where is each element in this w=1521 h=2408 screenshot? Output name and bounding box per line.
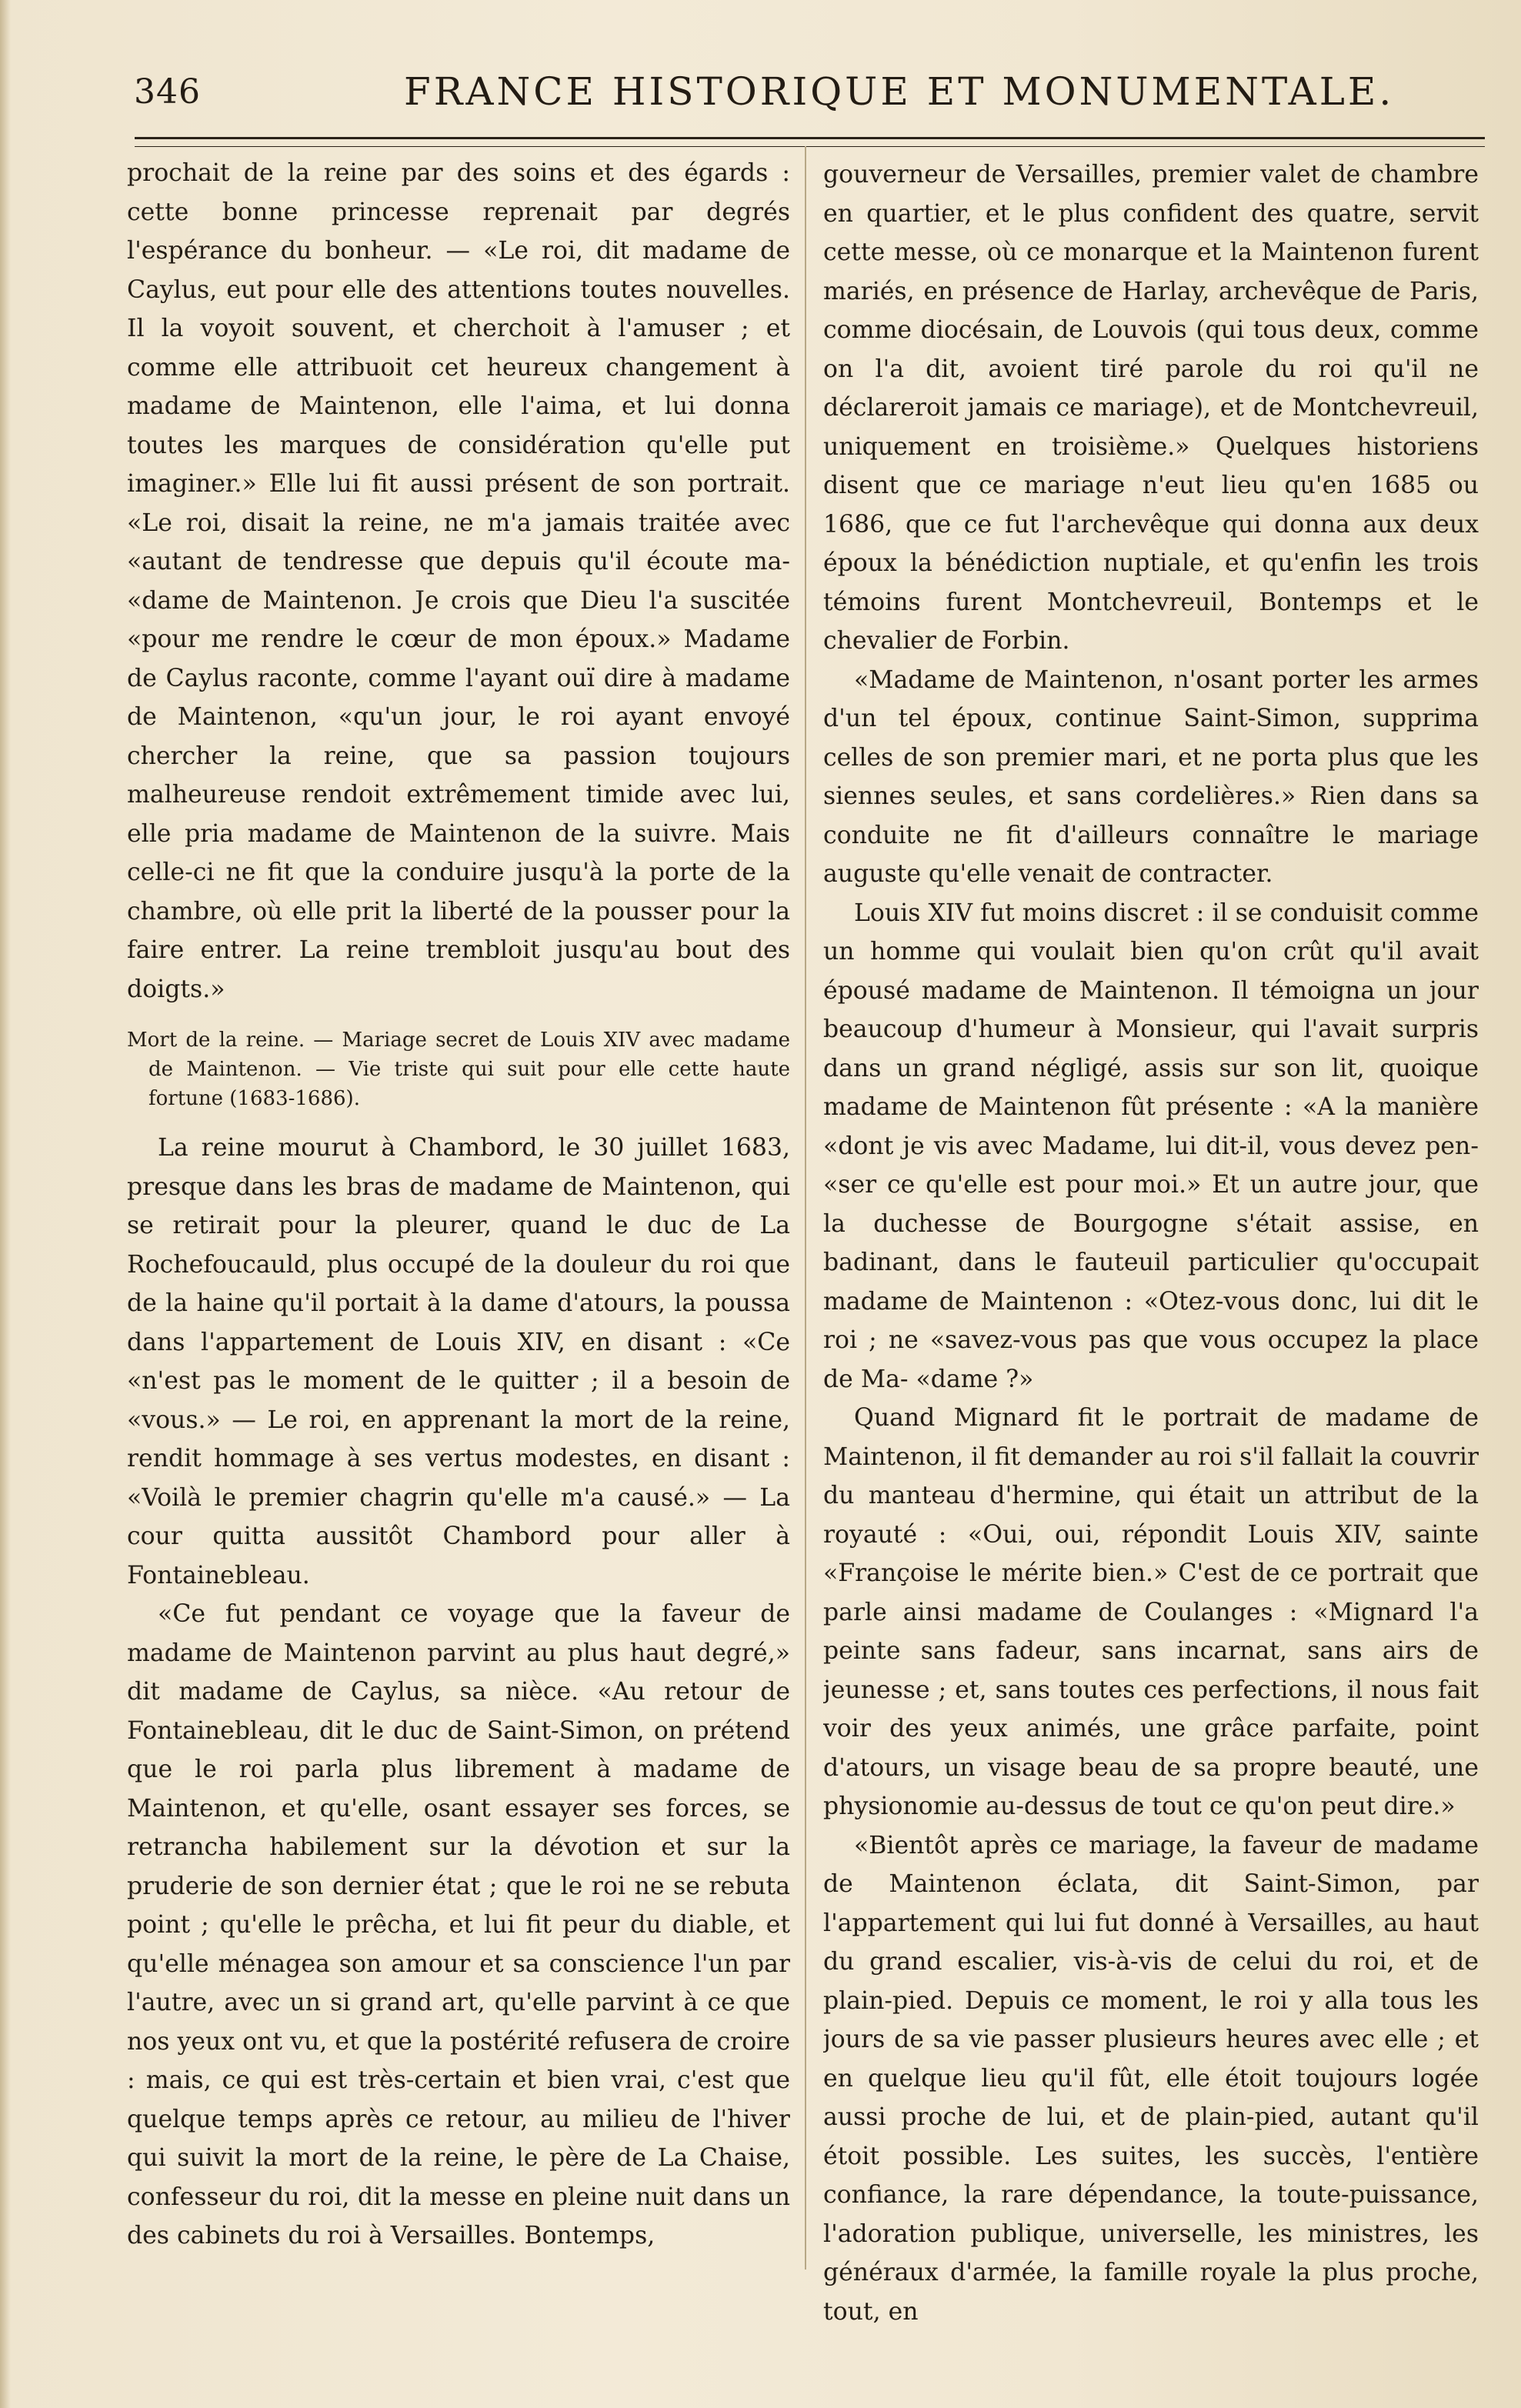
page-header — [123, 68, 1485, 122]
column-divider — [805, 146, 806, 2270]
paragraph: La reine mourut à Chambord, le 30 juillet 1683, presque dans les bras de madame de Maintenon, qui se retirait pour la pleurer, quand le duc de La Rochefoucauld, plus occupé de la douleur du roi que de la haine qu'il portait à la dame d'atours, la poussa dans l'appartement de Louis XIV, en disant : «Ce «n'est pas le moment de le quitter ; il a besoin de «vous.» — Le roi, en apprenant la mort de la reine, rendit hommage à ses vertus modestes, en disant : «Voilà le premier chagrin qu'elle m'a causé.» — La cour quitta aussitôt Chambord pour aller à Fontainebleau. — [127, 1134, 790, 1589]
paragraph: prochait de la reine par des soins et des égards : cette bonne princesse reprenait par degrés l'espérance du bonheur. — «Le roi, dit madame de Caylus, eut pour elle des attentions toutes nouvelles. Il la voyoit souvent, et cherchoit à l'amuser ; et comme elle attribuoit cet heureux changement à madame de Maintenon, elle l'aima, et lui donna toutes les marques de considération qu'elle put imaginer.» Elle lui fit aussi présent de son portrait. «Le roi, disait la reine, ne m'a jamais traitée avec «autant de tendresse que depuis qu'il écoute ma- «dame de Maintenon. Je crois que Dieu l'a suscitée «pour me rendre le cœur de mon époux.» Madame de Caylus raconte, comme l'ayant ouï dire à madame de Maintenon, «qu'un jour, le roi ayant envoyé chercher la reine, que sa passion toujours malheureuse rendoit extrêmement timide avec lui, elle pria madame de Maintenon de la suivre. Mais celle-ci ne fit que la conduire jusqu'à la porte de la chambre, où elle prit la liberté de la pousser pour la faire entrer. La reine trembloit jusqu'au bout des doigts.» — [127, 159, 790, 1003]
page-edge-shadow — [0, 0, 11, 2408]
paragraph: «Bientôt après ce mariage, la faveur de madame de Maintenon éclata, dit Saint-Simon, par l'appartement qui lui fut donné à Versailles, au haut du grand escalier, vis-à-vis de celui du roi, et de plain-pied. Depuis ce moment, le roi y alla tous les jours de sa vie passer plusieurs heures avec elle ; et en quelque lieu qu'il fût, elle étoit toujours logée aussi proche de lui, et de plain-pied, autant qu'il étoit possible. Les suites, les succès, l'entière confiance, la rare dépendance, la toute-puissance, l'adoration publique, universelle, les ministres, les généraux d'armée, la famille royale la plus proche, tout, en — [823, 1831, 1479, 2326]
paragraph: Quand Mignard fit le portrait de madame de Maintenon, il fit demander au roi s'il fallait la couvrir du manteau d'hermine, qui était un attribut de la royauté : «Oui, oui, répondit Louis XIV, sainte «Françoise le mérite bien.» C'est de ce portrait que parle ainsi madame de Coulanges : «Mignard l'a peinte sans fadeur, sans incarnat, sans airs de jeunesse ; et, sans toutes ces perfections, il nous fait voir des yeux animés, une grâce parfaite, point d'atours, un visage beau de sa propre beauté, une physionomie au-dessus de tout ce qu'on peut dire.» — [823, 1404, 1479, 1820]
right-column — [823, 155, 1479, 2390]
paragraph: «Madame de Maintenon, n'osant porter les armes d'un tel époux, continue Saint-Simon, supprima celles de son premier mari, et ne porta plus que les siennes seules, et sans cordelières.» Rien dans sa conduite ne fit d'ailleurs connaître le mariage auguste qu'elle venait de contracter. — [823, 665, 1479, 888]
page-number: 346 — [134, 72, 201, 112]
running-title: FRANCE HISTORIQUE ET MONUMENTALE. — [404, 69, 1395, 114]
header-rule — [135, 137, 1485, 147]
paragraph: gouverneur de Versailles, premier valet de chambre en quartier, et le plus confident des quatre, servit cette messe, où ce monarque et la Maintenon furent mariés, en présence de Harlay, archevêque de Paris, comme diocésain, de Louvois (qui tous deux, comme on l'a dit, avoient tiré parole du roi qu'il ne déclareroit jamais ce mariage), et de Montchevreuil, uniquement en troisième.» Quelques historiens disent que ce mariage n'eut lieu qu'en 1685 ou 1686, que ce fut l'archevêque qui donna aux deux époux la bénédiction nuptiale, et qu'enfin les trois témoins furent Montchevreuil, Bontemps et le chevalier de Forbin. — [823, 161, 1479, 655]
section-summary: Mort de la reine. — Mariage secret de Louis XIV avec madame de Maintenon. — Vie triste qui suit pour elle cette haute fortune (1683-1686). — [127, 1029, 790, 1110]
paragraph: «Ce fut pendant ce voyage que la faveur de madame de Maintenon parvint au plus haut degré,» dit madame de Caylus, sa nièce. «Au retour de Fontainebleau, dit le duc de Saint-Simon, on prétend que le roi parla plus librement à madame de Maintenon, et qu'elle, osant essayer ses forces, se retrancha habilement sur la dévotion et sur la pruderie de son dernier état ; que le roi ne se rebuta point ; qu'elle le prêcha, et lui fit peur du diable, et qu'elle ménagea son amour et sa conscience l'un par l'autre, avec un si grand art, qu'elle parvint à ce que nos yeux ont vu, et que la postérité refusera de croire : mais, ce qui est très-certain et bien vrai, c'est que quelque temps après ce retour, au milieu de l'hiver qui suivit la mort de la reine, le père de La Chaise, confesseur du roi, dit la messe en pleine nuit dans un des cabinets du roi à Versailles. Bontemps, — [127, 1600, 790, 2250]
left-column — [127, 154, 790, 2389]
paragraph: Louis XIV fut moins discret : il se conduisit comme un homme qui voulait bien qu'on crût qu'il avait épousé madame de Maintenon. Il témoigna un jour beaucoup d'humeur à Monsieur, qui l'avait surpris dans un grand négligé, assis sur son lit, quoique madame de Maintenon fût présente : «A la manière «dont je vis avec Madame, lui dit-il, vous devez pen- «ser ce qu'elle est pour moi.» Et un autre jour, que la duchesse de Bourgogne s'était assise, en badinant, dans le fauteuil particulier qu'occupait madame de Maintenon : «Otez-vous donc, lui dit le roi ; ne «savez-vous pas que vous occupez la place de Ma- «dame ?» — [823, 899, 1479, 1393]
